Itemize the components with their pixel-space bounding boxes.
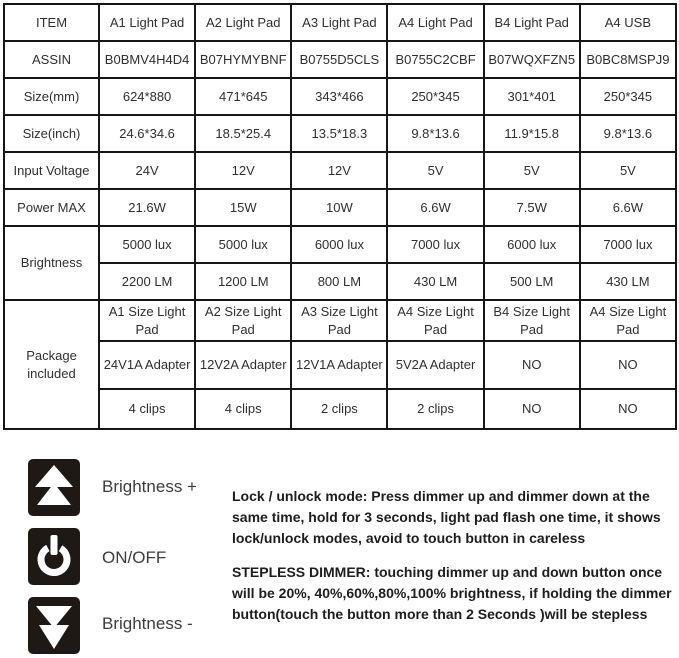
spec-cell: 24V — [99, 152, 195, 189]
spec-cell: 5V — [580, 152, 676, 189]
spec-cell: B0755D5CLS — [291, 41, 387, 78]
table-row-brightness-lumen — [4, 263, 676, 300]
spec-cell: 7.5W — [484, 189, 580, 226]
spec-cell: 18.5*25.4 — [195, 115, 291, 152]
spec-cell: 24V1A Adapter — [99, 341, 195, 389]
spec-cell: A4 Light Pad — [387, 4, 483, 41]
spec-cell: 5V — [484, 152, 580, 189]
spec-cell: NO — [484, 341, 580, 389]
table-row-size-inch — [4, 115, 676, 152]
row-label: Size(mm) — [4, 78, 99, 115]
spec-cell: 343*466 — [291, 78, 387, 115]
power-button — [28, 528, 80, 585]
spec-cell: A4 Size Light Pad — [580, 300, 676, 341]
spec-cell: 301*401 — [484, 78, 580, 115]
spec-cell: 12V2A Adapter — [195, 341, 291, 389]
spec-cell: 624*880 — [99, 78, 195, 115]
table-row-package-pad — [4, 300, 676, 341]
double-up-arrow-icon — [28, 459, 80, 516]
spec-cell: B4 Size Light Pad — [484, 300, 580, 341]
spec-cell: B0BC8MSPJ9 — [580, 41, 676, 78]
spec-cell: A2 Size Light Pad — [195, 300, 291, 341]
spec-cell: 9.8*13.6 — [387, 115, 483, 152]
table-row-item — [4, 4, 676, 41]
brightness-up-button — [28, 459, 80, 516]
row-label: ITEM — [4, 4, 99, 41]
spec-cell: 250*345 — [387, 78, 483, 115]
spec-cell: 5V — [387, 152, 483, 189]
spec-cell: 6000 lux — [484, 226, 580, 263]
spec-cell: 4 clips — [195, 389, 291, 429]
spec-cell: 11.9*15.8 — [484, 115, 580, 152]
table-row-voltage — [4, 152, 676, 189]
spec-cell: 21.6W — [99, 189, 195, 226]
table-row-size-mm — [4, 78, 676, 115]
table-row-brightness-lux — [4, 226, 676, 263]
spec-cell: 13.5*18.3 — [291, 115, 387, 152]
spec-cell: A1 Light Pad — [99, 4, 195, 41]
spec-cell: A4 USB — [580, 4, 676, 41]
spec-cell: B07WQXFZN5 — [484, 41, 580, 78]
table-row-assin — [4, 41, 676, 78]
spec-cell: 6.6W — [387, 189, 483, 226]
spec-cell: 250*345 — [580, 78, 676, 115]
row-label: Size(inch) — [4, 115, 99, 152]
spec-cell: NO — [484, 389, 580, 429]
spec-cell: B4 Light Pad — [484, 4, 580, 41]
spec-cell: 24.6*34.6 — [99, 115, 195, 152]
spec-cell: 430 LM — [580, 263, 676, 300]
spec-cell: 10W — [291, 189, 387, 226]
spec-cell: A3 Size Light Pad — [291, 300, 387, 341]
table-row-package-clips — [4, 389, 676, 429]
spec-cell: 471*645 — [195, 78, 291, 115]
lock-unlock-note: Lock / unlock mode: Press dimmer up and dimmer down at the same time, hold for 3 seconds, light pad flash one time, it shows lock/unlock modes, avoid to touch button in careless — [232, 488, 661, 546]
spec-cell: 1200 LM — [195, 263, 291, 300]
spec-cell: A2 Light Pad — [195, 4, 291, 41]
spec-cell: 500 LM — [484, 263, 580, 300]
spec-cell: 12V — [291, 152, 387, 189]
spec-cell: 7000 lux — [580, 226, 676, 263]
spec-cell: 2200 LM — [99, 263, 195, 300]
spec-cell: 800 LM — [291, 263, 387, 300]
instruction-notes — [232, 486, 672, 625]
row-label: Brightness — [4, 226, 99, 300]
spec-cell: 9.8*13.6 — [580, 115, 676, 152]
brightness-down-label: Brightness - — [102, 614, 193, 633]
table-row-package-adapter — [4, 341, 676, 389]
power-label: ON/OFF — [102, 548, 167, 567]
spec-cell: NO — [580, 389, 676, 429]
brightness-down-button — [28, 597, 80, 654]
spec-cell: 15W — [195, 189, 291, 226]
spec-table — [3, 3, 677, 430]
row-label: Input Voltage — [4, 152, 99, 189]
double-down-arrow-icon — [28, 597, 80, 654]
stepless-dimmer-note: STEPLESS DIMMER: touching dimmer up and down button once will be 20%, 40%,60%,80%,100% brightness, if holding the dimmer button(touch the button more than 2 Seconds )will be stepless — [232, 564, 672, 622]
spec-cell: 2 clips — [387, 389, 483, 429]
power-icon — [28, 528, 80, 585]
spec-cell: NO — [580, 341, 676, 389]
spec-cell: 4 clips — [99, 389, 195, 429]
spec-cell: 5000 lux — [99, 226, 195, 263]
spec-cell: A3 Light Pad — [291, 4, 387, 41]
spec-cell: B07HYMYBNF — [195, 41, 291, 78]
spec-cell: 12V — [195, 152, 291, 189]
row-label: ASSIN — [4, 41, 99, 78]
spec-cell: 430 LM — [387, 263, 483, 300]
row-label: Power MAX — [4, 189, 99, 226]
spec-cell: 12V1A Adapter — [291, 341, 387, 389]
spec-cell: B0755C2CBF — [387, 41, 483, 78]
spec-cell: 7000 lux — [387, 226, 483, 263]
spec-cell: B0BMV4H4D4 — [99, 41, 195, 78]
spec-cell: 5V2A Adapter — [387, 341, 483, 389]
row-label: Package included — [4, 300, 99, 429]
spec-cell: 2 clips — [291, 389, 387, 429]
brightness-up-label: Brightness + — [102, 477, 197, 496]
spec-cell: 5000 lux — [195, 226, 291, 263]
spec-cell: A1 Size Light Pad — [99, 300, 195, 341]
table-row-power — [4, 189, 676, 226]
spec-cell: 6000 lux — [291, 226, 387, 263]
spec-cell: A4 Size Light Pad — [387, 300, 483, 341]
spec-cell: 6.6W — [580, 189, 676, 226]
